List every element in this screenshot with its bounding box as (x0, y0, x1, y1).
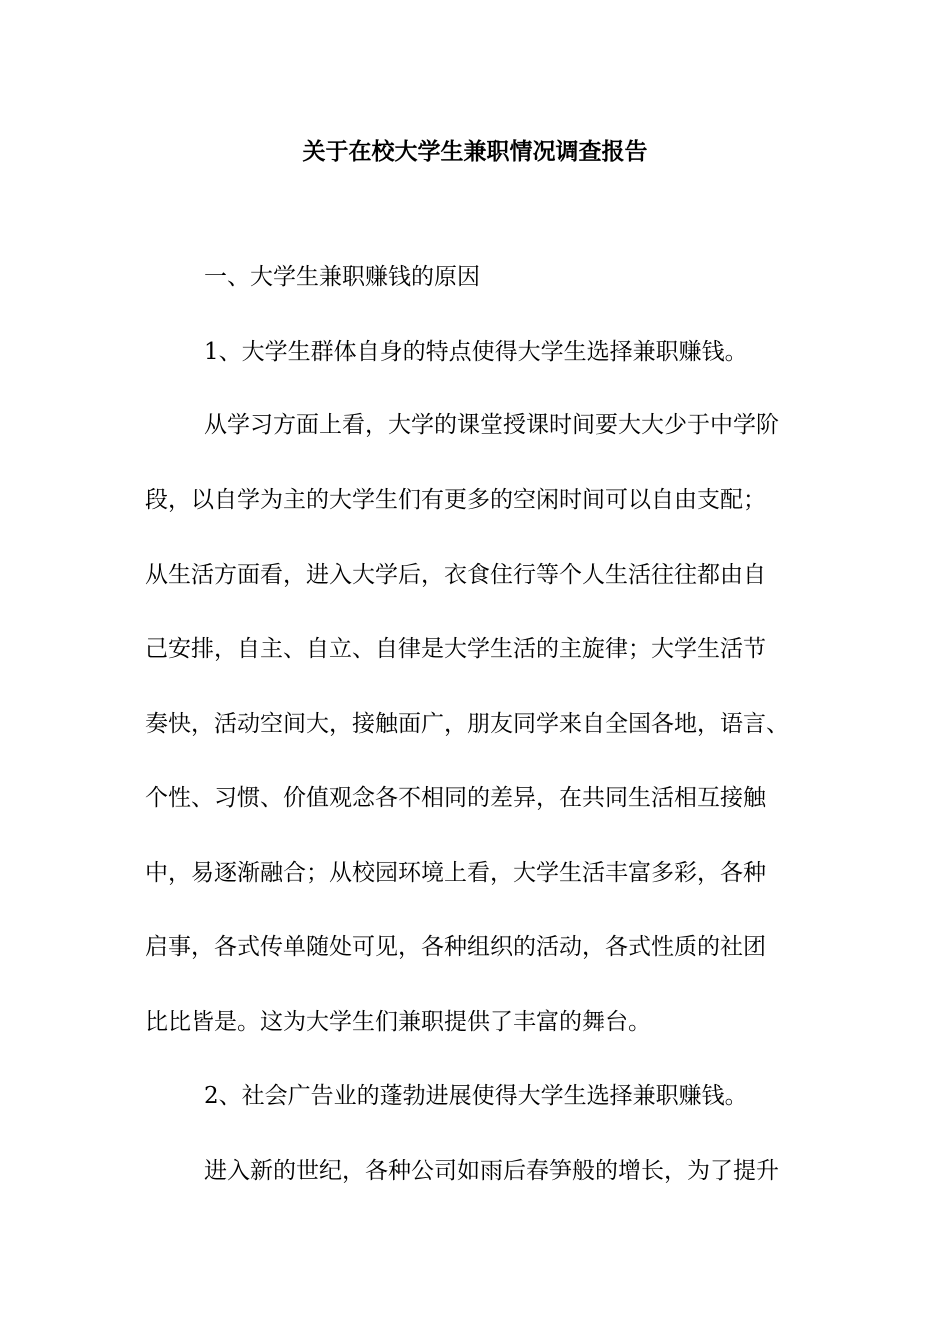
paragraph-line: 比比皆是。这为大学生们兼职提供了丰富的舞台。 (145, 1009, 651, 1035)
section-heading-1: 一、大学生兼职赚钱的原因 (204, 264, 480, 290)
paragraph-line: 从生活方面看，进入大学后，衣食住行等个人生活往往都由自 (145, 562, 766, 588)
document-title: 关于在校大学生兼职情况调查报告 (302, 138, 648, 165)
subsection-heading-1: 1、大学生群体自身的特点使得大学生选择兼职赚钱。 (204, 339, 748, 365)
paragraph-line: 从学习方面上看，大学的课堂授课时间要大大少于中学阶 (204, 412, 779, 438)
paragraph-line: 启事，各式传单随处可见，各种组织的活动，各式性质的社团 (145, 934, 766, 960)
paragraph-line: 个性、习惯、价值观念各不相同的差异，在共同生活相互接触 (145, 785, 766, 811)
paragraph-line: 段，以自学为主的大学生们有更多的空闲时间可以自由支配； (145, 487, 766, 513)
paragraph-line: 进入新的世纪，各种公司如雨后春笋般的增长，为了提升 (204, 1158, 779, 1184)
paragraph-line: 己安排，自主、自立、自律是大学生活的主旋律；大学生活节 (145, 636, 766, 662)
subsection-heading-2: 2、社会广告业的蓬勃进展使得大学生选择兼职赚钱。 (204, 1083, 748, 1109)
paragraph-line: 奏快，活动空间大，接触面广，朋友同学来自全国各地，语言、 (145, 711, 789, 737)
paragraph-line: 中，易逐渐融合；从校园环境上看，大学生活丰富多彩，各种 (145, 860, 766, 886)
